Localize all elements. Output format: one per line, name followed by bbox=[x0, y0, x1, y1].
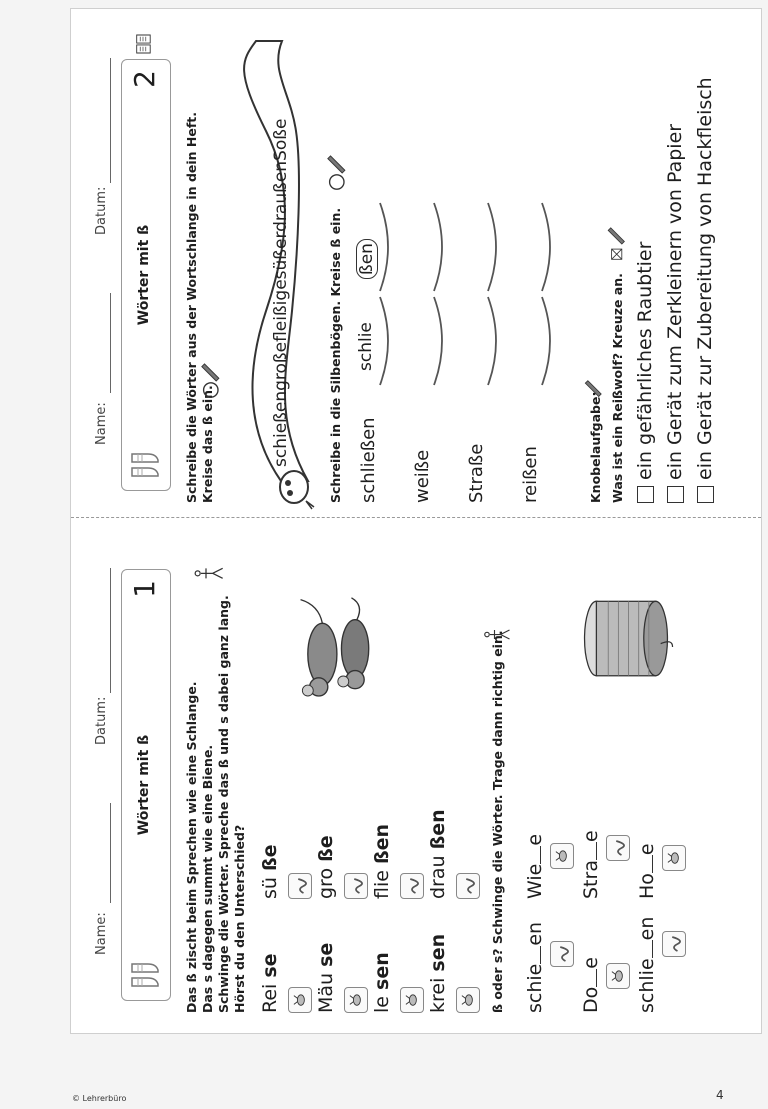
instr-line: Schreibe die Wörter aus der Wortschlange in dein Heft. bbox=[184, 111, 199, 503]
bee-icon bbox=[456, 987, 480, 1013]
snake-icon bbox=[288, 873, 312, 899]
mice-illustration bbox=[286, 591, 386, 721]
bee-icon bbox=[400, 987, 424, 1013]
answer-option[interactable] bbox=[664, 124, 686, 503]
bee-icon bbox=[662, 845, 686, 871]
word-snake bbox=[226, 31, 316, 511]
intro-line: Schwinge die Wörter. Spreche das ß und s dabei ganz lang. bbox=[216, 595, 231, 1013]
notebook-icon bbox=[134, 33, 152, 55]
answer-blank[interactable] bbox=[638, 940, 653, 958]
knobel-question: Was ist ein Reißwolf? Kreuze an. bbox=[610, 273, 625, 503]
page-number: 4 bbox=[716, 1088, 724, 1102]
sz-word: sü ße bbox=[259, 844, 281, 899]
instr-line: Kreise das ß ein. bbox=[200, 385, 215, 503]
fill-word: Hoe bbox=[636, 843, 658, 899]
fill-word: schlieen bbox=[636, 916, 658, 1013]
answer-blank[interactable] bbox=[526, 946, 541, 964]
fill-word: Strae bbox=[580, 830, 602, 899]
date-label: Datum: bbox=[94, 186, 109, 235]
syllable-word: weiße bbox=[412, 449, 433, 503]
copyright: © Lehrerbüro bbox=[72, 1094, 127, 1103]
fill-word: schieen bbox=[524, 921, 546, 1013]
intro-line: Das ß zischt beim Sprechen wie eine Schlange. bbox=[184, 681, 199, 1013]
date-field[interactable] bbox=[94, 58, 111, 183]
s-word: Mäu se bbox=[315, 942, 337, 1013]
answer-option[interactable] bbox=[694, 77, 716, 503]
checkbox[interactable] bbox=[637, 486, 654, 503]
fill-word: Doe bbox=[580, 957, 602, 1013]
snake-icon bbox=[344, 873, 368, 899]
swing-pencil-icon bbox=[484, 627, 514, 645]
snake-text: schießengroßefleißigesüßerdraußenSoße bbox=[271, 118, 291, 467]
page-title: Wörter mit ß bbox=[136, 224, 152, 326]
pencil-cross-icon bbox=[604, 227, 626, 261]
option-label: ein Gerät zur Zubereitung von Hackfleisch bbox=[694, 77, 716, 480]
checkbox[interactable] bbox=[667, 486, 684, 503]
intro-instructions bbox=[184, 595, 248, 1013]
pencil-icon bbox=[582, 379, 602, 399]
knobel-title: Knobelaufgabe: bbox=[588, 391, 603, 503]
title-box bbox=[121, 59, 171, 491]
checkbox[interactable] bbox=[697, 486, 714, 503]
worksheet-page bbox=[70, 8, 762, 1034]
syllable-instructions: Schreibe in die Silbenbögen. Kreise ß ein. bbox=[328, 207, 343, 503]
answer-blank[interactable] bbox=[582, 969, 597, 987]
sz-word: gro ße bbox=[315, 835, 337, 899]
exercise-2-title: ß oder s? Schwinge die Wörter. Trage dann richtig ein. bbox=[490, 630, 505, 1013]
name-field[interactable] bbox=[94, 293, 111, 393]
name-field[interactable] bbox=[94, 803, 111, 903]
answer-blank[interactable] bbox=[582, 842, 597, 860]
syllable-word: schließen bbox=[358, 417, 379, 503]
snake-icon bbox=[456, 873, 480, 899]
s-word: le sen bbox=[371, 952, 393, 1013]
snake-instructions bbox=[184, 112, 216, 503]
sz-word: drau ßen bbox=[427, 809, 449, 899]
syllable-arcs[interactable] bbox=[356, 31, 576, 391]
shredder-illustration bbox=[576, 581, 676, 691]
sheet-number: 2 bbox=[128, 70, 161, 88]
answer-blank[interactable] bbox=[526, 846, 541, 864]
worksheet-1 bbox=[76, 531, 756, 1021]
syllable-word: Straße bbox=[466, 443, 487, 503]
answer-option[interactable] bbox=[634, 242, 656, 503]
bee-icon bbox=[606, 963, 630, 989]
syllable-word: reißen bbox=[520, 446, 541, 503]
snake-icon bbox=[606, 835, 630, 861]
snake-icon bbox=[662, 931, 686, 957]
intro-line: Hörst du den Unterschied? bbox=[232, 824, 247, 1013]
name-label: Name: bbox=[94, 402, 109, 445]
pencil-circle-icon bbox=[198, 363, 220, 399]
s-word: krei sen bbox=[427, 933, 449, 1013]
sz-word: flie ßen bbox=[371, 823, 393, 899]
answer-blank[interactable] bbox=[638, 855, 653, 873]
fill-word: Wiee bbox=[524, 833, 546, 899]
example-syllable-1: schlie bbox=[356, 322, 376, 371]
cut-line bbox=[71, 517, 761, 518]
date-label: Datum: bbox=[94, 696, 109, 745]
option-label: ein Gerät zum Zerkleinern von Papier bbox=[664, 123, 686, 480]
name-label: Name: bbox=[94, 912, 109, 955]
sheet-number: 1 bbox=[128, 580, 161, 598]
bee-icon bbox=[288, 987, 312, 1013]
worksheet-2 bbox=[76, 21, 756, 511]
example-syllable-2: ßen bbox=[356, 239, 378, 279]
date-field[interactable] bbox=[94, 568, 111, 693]
bee-icon bbox=[344, 987, 368, 1013]
snake-icon bbox=[400, 873, 424, 899]
intro-line: Das s dagegen summt wie eine Biene. bbox=[200, 744, 215, 1013]
bee-icon bbox=[550, 843, 574, 869]
s-word: Rei se bbox=[259, 953, 281, 1013]
pencil-circle-icon bbox=[324, 155, 346, 191]
page-title: Wörter mit ß bbox=[136, 734, 152, 836]
title-box bbox=[121, 569, 171, 1001]
option-label: ein gefährliches Raubtier bbox=[634, 241, 656, 480]
snake-icon bbox=[550, 941, 574, 967]
swing-pencil-icon bbox=[194, 565, 228, 585]
